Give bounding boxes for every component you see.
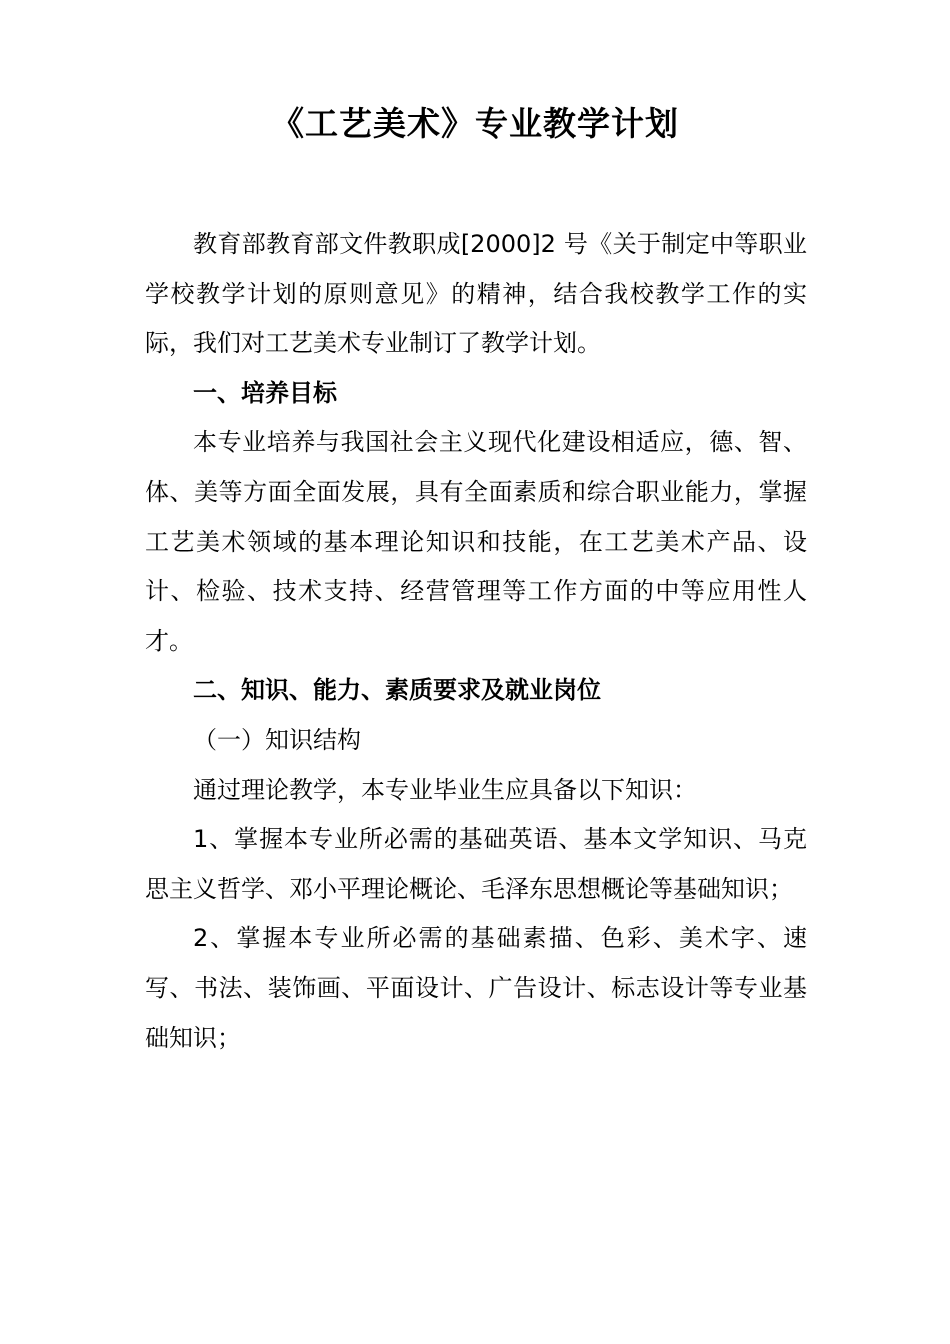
- subsection-heading-knowledge-structure: （一）知识结构: [193, 725, 361, 754]
- intro-paragraph: 教育部教育部文件教职成[2000]2 号《关于制定中等职业学校教学计划的原则意见》的精神，结合我校教学工作的实际，我们对工艺美术专业制订了教学计划。: [145, 230, 807, 358]
- document-title: 《工艺美术》专业教学计划: [271, 104, 679, 143]
- knowledge-item-1: 1、掌握本专业所必需的基础英语、基本文学知识、马克思主义哲学、邓小平理论概论、毛泽东思想概论等基础知识；: [145, 825, 807, 903]
- section-heading-training-goals: 一、培养目标: [193, 378, 337, 407]
- knowledge-item-2: 2、掌握本专业所必需的基础素描、色彩、美术字、速写、书法、装饰画、平面设计、广告设计、标志设计等专业基础知识；: [145, 924, 807, 1052]
- document-body: [145, 220, 807, 1063]
- section-heading-requirements: 二、知识、能力、素质要求及就业岗位: [193, 676, 601, 705]
- training-goals-paragraph: 本专业培养与我国社会主义现代化建设相适应，德、智、体、美等方面全面发展，具有全面素质和综合职业能力，掌握工艺美术领域的基本理论知识和技能，在工艺美术产品、设计、检验、技术支持、经营管理等工作方面的中等应用性人才。: [145, 428, 807, 655]
- knowledge-intro-paragraph: 通过理论教学，本专业毕业生应具备以下知识：: [193, 775, 697, 804]
